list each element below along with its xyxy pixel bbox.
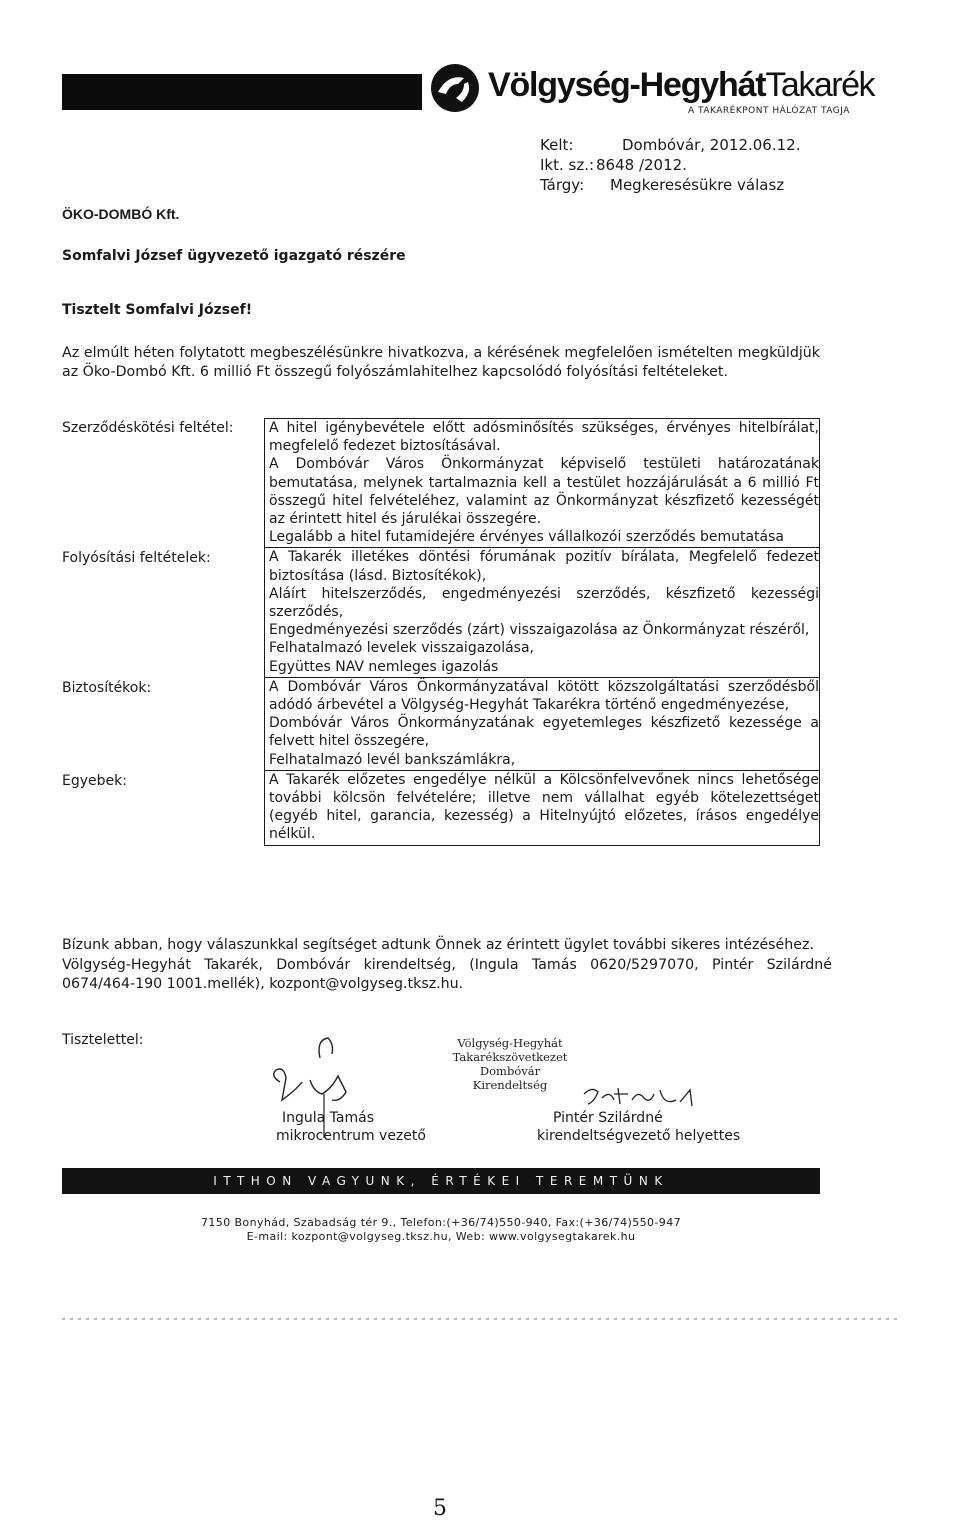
signer-title: kirendeltségvezető helyettes bbox=[537, 1128, 741, 1144]
condition-row-other bbox=[62, 771, 820, 846]
contact-paragraph: Völgység-Hegyhát Takarék, Dombóvár kirendeltség, (Ingula Tamás 0620/5297070, Pintér Szilárdné 0674/464-190 1001.mellék), kozpont@volgyseg.tksz.hu. bbox=[62, 956, 832, 992]
reference-number-value: 8648 /2012. bbox=[596, 156, 687, 174]
footer-contact: E-mail: kozpont@volgyseg.tksz.hu, Web: www.volgysegtakarek.hu bbox=[246, 1230, 636, 1243]
slogan-banner: ITTHON VAGYUNK, ÉRTÉKEI TEREMTÜNK bbox=[62, 1168, 820, 1194]
signature-pinter bbox=[580, 1080, 710, 1114]
condition-body bbox=[264, 418, 820, 548]
condition-body bbox=[264, 678, 820, 771]
footer-address: 7150 Bonyhád, Szabadság tér 9., Telefon:(+36/74)550-940, Fax:(+36/74)550-947 bbox=[201, 1216, 681, 1229]
condition-item: Együttes NAV nemleges igazolás bbox=[269, 658, 499, 675]
regards-line: Tisztelettel: bbox=[62, 1032, 144, 1048]
condition-body bbox=[264, 771, 820, 846]
recipient-company: ÖKO-DOMBÓ Kft. bbox=[62, 206, 180, 222]
stamp-line: Völgység-Hegyhát bbox=[457, 1036, 563, 1050]
header-black-bar bbox=[62, 74, 422, 110]
condition-label: Szerződéskötési feltétel: bbox=[62, 420, 234, 436]
condition-item: A Takarék előzetes engedélye nélkül a Kölcsönfelvevőnek nincs lehetősége további kölcsön felvételére; illetve nem vállalhat egyéb kötelezettséget (egyéb hitel, garancia, kezesség) a Hitelnyújtó előzetes, írásos engedélye nélkül. bbox=[269, 771, 819, 843]
office-stamp bbox=[440, 1036, 580, 1092]
condition-item: A Takarék illetékes döntési fórumának pozitív bírálata, Megfelelő fedezet biztosítása (lásd. Biztosítékok), bbox=[269, 549, 819, 584]
condition-row-disbursement bbox=[62, 548, 820, 677]
signer-title: mikrocentrum vezető bbox=[276, 1128, 426, 1144]
condition-item: A hitel igénybevétele előtt adósminősítés szükséges, érvényes hitelbírálat, megfelelő fedezet biztosításával. bbox=[269, 420, 819, 455]
signer-name: Ingula Tamás bbox=[282, 1110, 375, 1126]
condition-label: Folyósítási feltételek: bbox=[62, 550, 211, 567]
conditions-table bbox=[62, 418, 820, 846]
condition-body bbox=[264, 548, 820, 677]
salutation: Tisztelt Somfalvi József! bbox=[62, 302, 253, 318]
date-value: Dombóvár, 2012.06.12. bbox=[622, 136, 801, 154]
condition-item: Engedményezési szerződés (zárt) visszaigazolása az Önkormányzat részéről, bbox=[269, 622, 810, 639]
condition-item: Dombóvár Város Önkormányzatának egyetemleges készfizető kezessége a felvett hitel összegére, bbox=[269, 715, 819, 750]
stamp-line: Takarékszövetkezet bbox=[452, 1050, 568, 1064]
condition-item: Aláírt hitelszerződés, engedményezési szerződés, készfizető kezességi szerződés, bbox=[269, 585, 819, 621]
stamp-line: Dombóvár bbox=[479, 1064, 541, 1078]
subject-label: Tárgy: bbox=[540, 176, 585, 194]
stamp-line: Kirendeltség bbox=[472, 1078, 548, 1092]
condition-row-collateral bbox=[62, 678, 820, 771]
condition-item: A Dombóvár Város Önkormányzat képviselő testületi határozatának bemutatása, melynek tartalmaznia kell a testület hozzájárulását a 6 millió Ft összegű hitel felvételéhez, valamint az Önkormányzat készfizető kezességét az érintett hitel és járulékai összegére. bbox=[269, 456, 819, 528]
condition-label: Biztosítékok: bbox=[62, 679, 152, 696]
reference-number-label: Ikt. sz.: bbox=[540, 156, 595, 174]
signer-name: Pintér Szilárdné bbox=[553, 1110, 663, 1126]
brand-name bbox=[488, 66, 874, 105]
brand-subtitle: A TAKARÉKPONT HÁLÓZAT TAGJA bbox=[688, 106, 850, 116]
closing-text bbox=[62, 936, 832, 995]
scan-artifact-line bbox=[62, 1318, 902, 1320]
condition-label: Egyebek: bbox=[62, 772, 127, 789]
intro-paragraph: Az elmúlt héten folytatott megbeszélésünkre hivatkozva, a kérésének megfelelően ismételten megküldjük az Öko-Dombó Kft. 6 millió Ft összegű folyószámlahitelhez kapcsolódó folyósítási feltételeket. bbox=[62, 345, 820, 380]
page-number: 5 bbox=[433, 1496, 447, 1521]
condition-item: Felhatalmazó levél bankszámlákra, bbox=[269, 751, 516, 768]
date-label: Kelt: bbox=[540, 136, 574, 154]
subject-value: Megkeresésükre válasz bbox=[610, 176, 785, 194]
brand-name-bold: Völgység-Hegyhát bbox=[488, 66, 766, 104]
condition-row-contract bbox=[62, 418, 820, 548]
addressee-line: Somfalvi József ügyvezető igazgató részére bbox=[62, 248, 406, 264]
bank-logo-icon bbox=[428, 62, 482, 114]
condition-item: A Dombóvár Város Önkormányzatával kötött közszolgáltatási szerződésből adódó árbevétel a Völgység-Hegyhát Takarékra történő engedményezése, bbox=[269, 678, 819, 714]
condition-item: Legalább a hitel futamidejére érvényes vállalkozói szerződés bemutatása bbox=[269, 529, 784, 546]
condition-item: Felhatalmazó levelek visszaigazolása, bbox=[269, 640, 534, 657]
brand-name-light: Takarék bbox=[765, 66, 874, 104]
closing-paragraph: Bízunk abban, hogy válaszunkkal segítséget adtunk Önnek az érintett ügylet további sikeres intézéséhez. bbox=[62, 937, 814, 953]
